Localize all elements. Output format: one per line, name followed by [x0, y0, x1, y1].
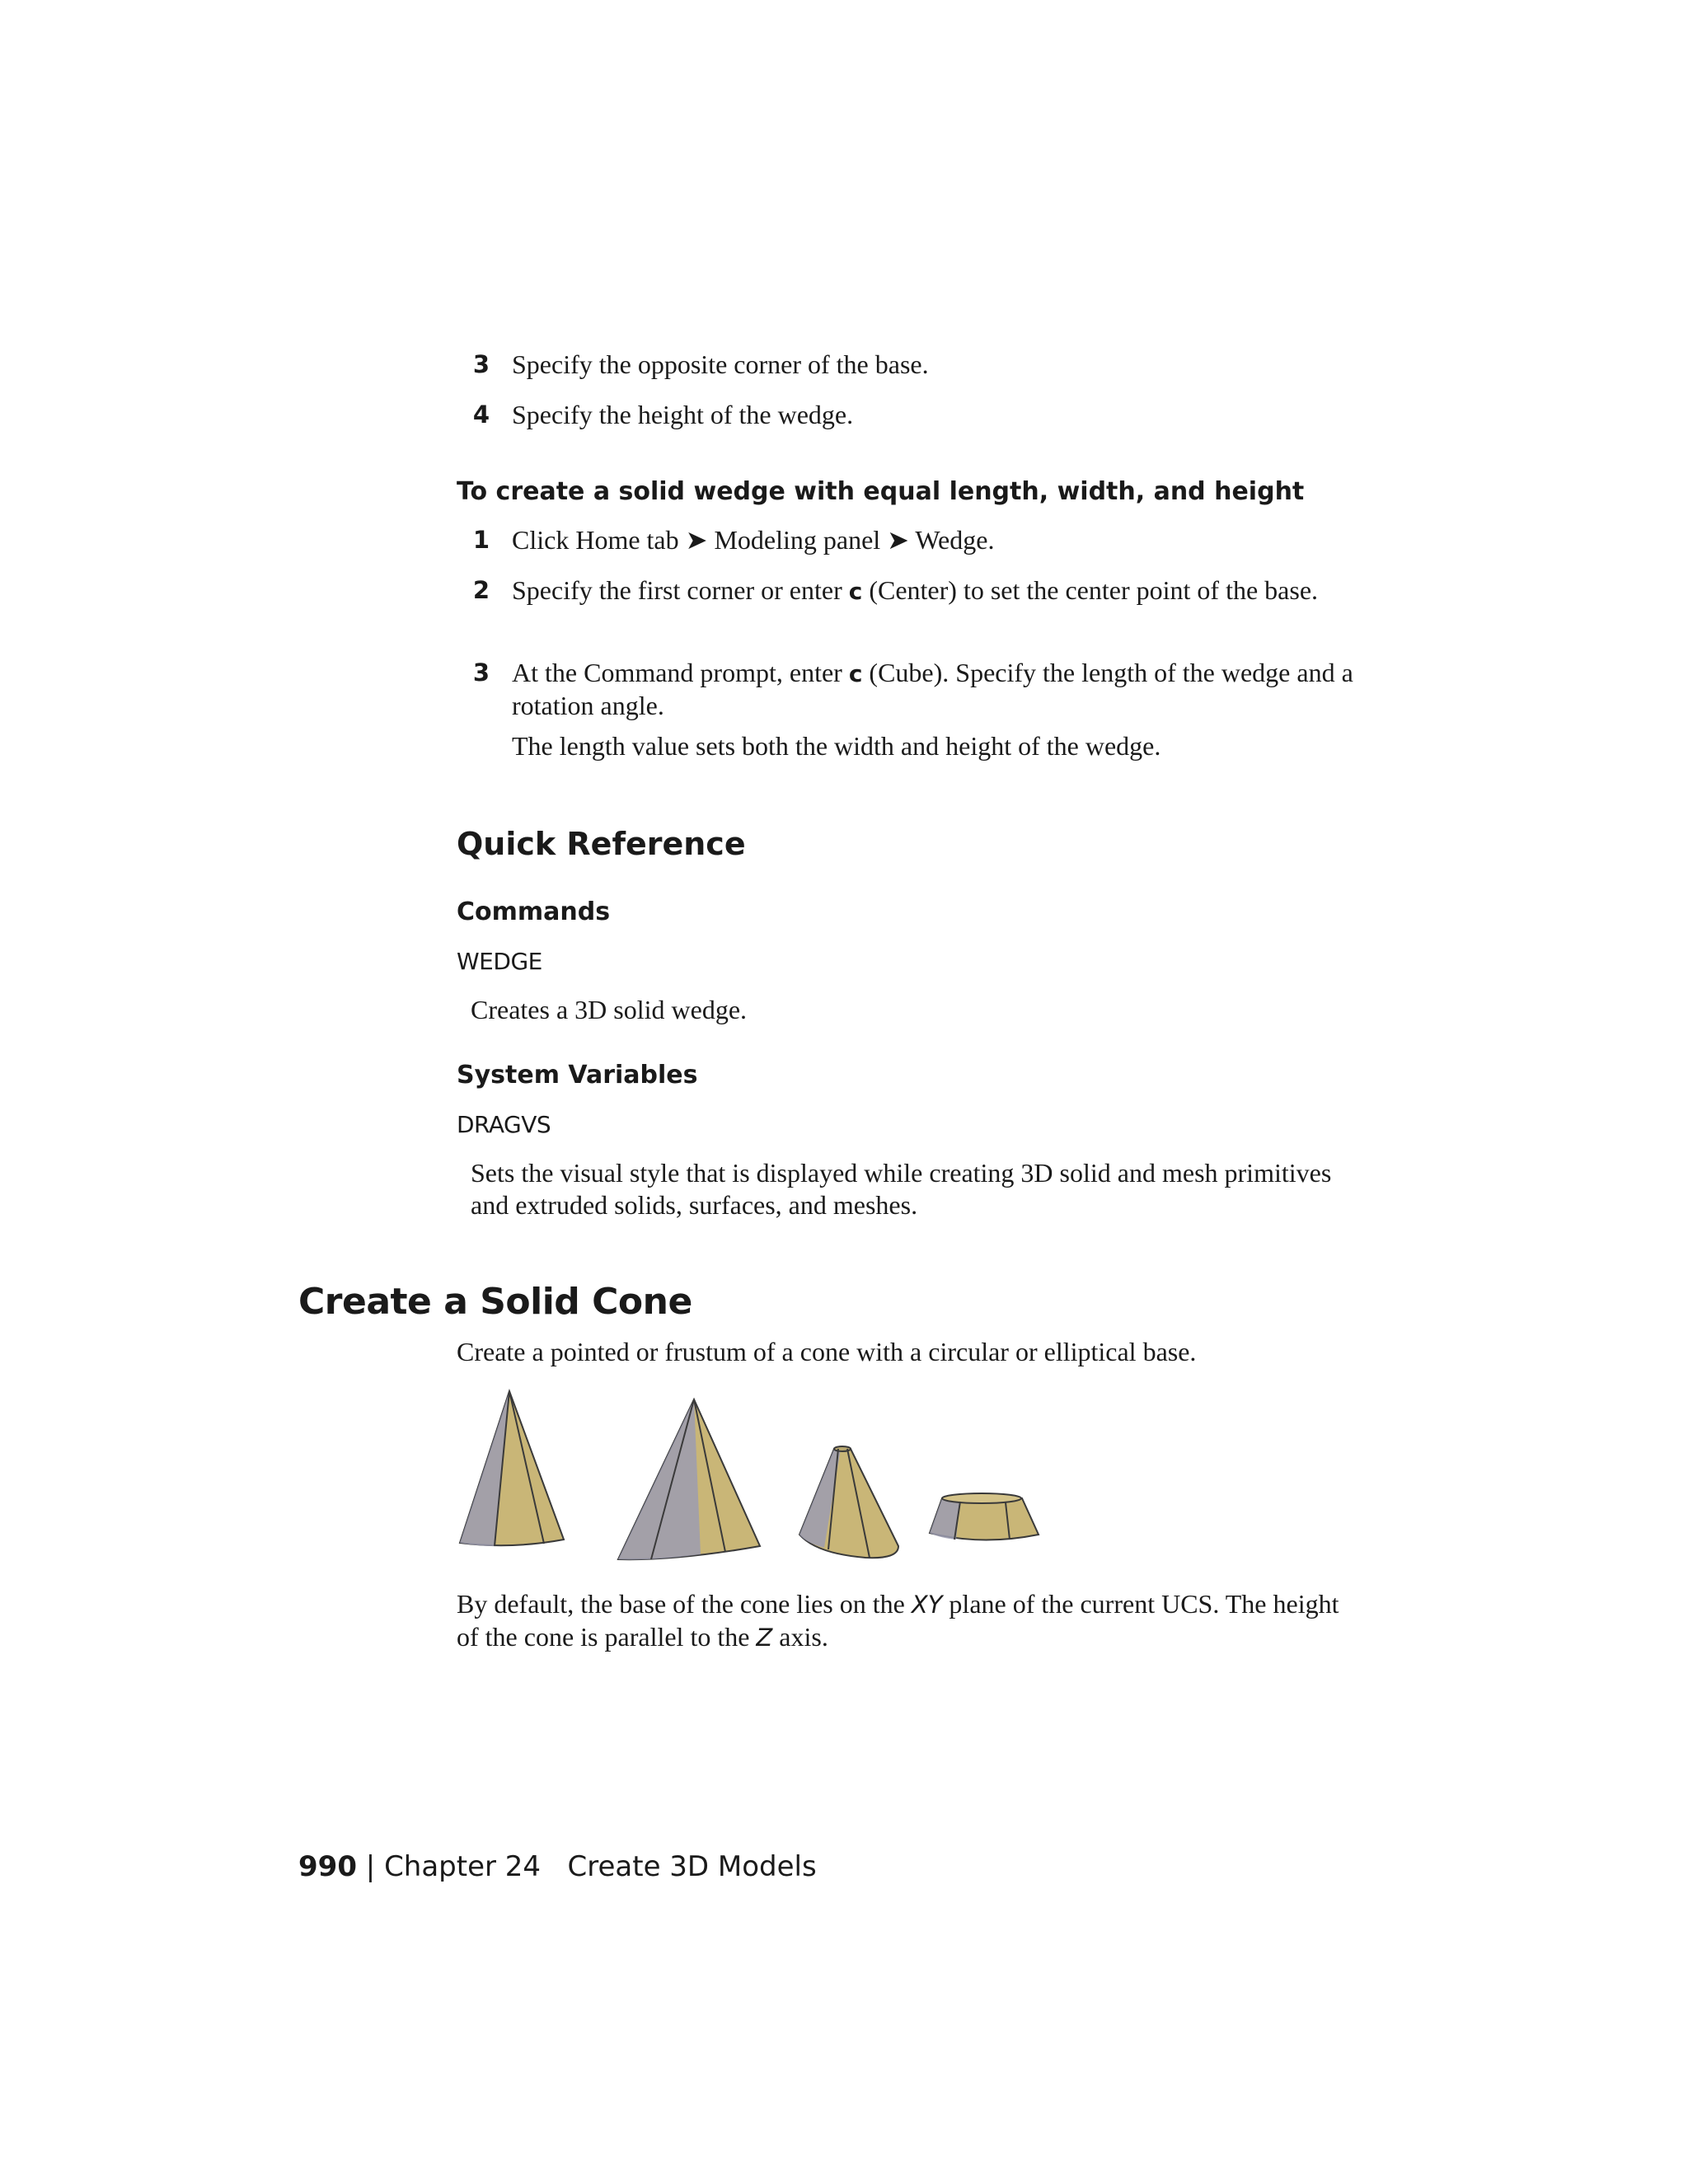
step-text-post: (Center) to set the center point of the base.: [862, 575, 1319, 605]
step-number: 4: [472, 401, 490, 429]
step-text: Click Home tab ➤ Modeling panel ➤ Wedge.: [512, 525, 995, 555]
step-number: 1: [472, 526, 490, 554]
section-paragraph: [457, 1588, 1363, 1654]
step-number: 3: [472, 350, 490, 378]
step-number: 2: [472, 576, 490, 604]
procedure-heading: To create a solid wedge with equal length, width, and height: [457, 477, 1305, 506]
step-text-pre: Specify the first corner or enter: [512, 575, 849, 605]
step-text: Specify the height of the wedge.: [512, 400, 854, 429]
command-description: Creates a 3D solid wedge.: [471, 995, 748, 1024]
system-variables-heading: System Variables: [457, 1061, 698, 1090]
cone-illustration: [453, 1385, 1080, 1568]
para-text-mid: plane of the current UCS. The height of the cone is parallel to the: [457, 1589, 1339, 1652]
page-footer: [298, 1849, 817, 1884]
page-number: 990: [298, 1850, 357, 1883]
key-c: c: [848, 660, 863, 687]
frustum-cone: [799, 1446, 898, 1558]
key-c: c: [848, 578, 863, 605]
step-3: [470, 349, 1376, 381]
chapter-title: Create 3D Models: [567, 1850, 817, 1883]
truncated-cone: [930, 1493, 1039, 1540]
pointed-cone-1: [460, 1391, 564, 1546]
pointed-cone-2: [618, 1399, 760, 1559]
quick-reference-heading: Quick Reference: [457, 826, 746, 862]
procedure-step-3: [470, 657, 1376, 762]
sysvar-description: Sets the visual style that is displayed while creating 3D solid and mesh primitives and extruded solids, surfaces, and meshes.: [471, 1158, 1332, 1220]
procedure-step-2: [470, 574, 1376, 607]
para-text-post: axis.: [772, 1622, 828, 1652]
procedure-step-1: [470, 524, 1376, 556]
step-note: The length value sets both the width and height of the wedge.: [512, 731, 1161, 761]
step-text-post: (Cube). Specify the length of the wedge and a rotation angle.: [512, 658, 1353, 720]
step-text: [512, 574, 1376, 607]
step-text: [512, 657, 1376, 722]
xy-plane-term: XY: [911, 1591, 943, 1619]
section-intro: Create a pointed or frustum of a cone with a circular or elliptical base.: [457, 1337, 1197, 1366]
step-number: 3: [472, 658, 490, 687]
para-text-pre: By default, the base of the cone lies on the: [457, 1589, 912, 1619]
commands-heading: Commands: [457, 898, 611, 926]
footer-separator: |: [356, 1850, 385, 1883]
command-name: WEDGE: [457, 948, 542, 975]
sysvar-name: DRAGVS: [457, 1111, 551, 1138]
section-title: Create a Solid Cone: [298, 1281, 692, 1323]
step-text: Specify the opposite corner of the base.: [512, 349, 929, 379]
step-4: [470, 399, 1376, 431]
footer-gap: [541, 1850, 567, 1883]
z-axis-term: Z: [756, 1624, 773, 1652]
step-text-pre: At the Command prompt, enter: [512, 658, 849, 687]
chapter-label: Chapter 24: [384, 1850, 542, 1883]
